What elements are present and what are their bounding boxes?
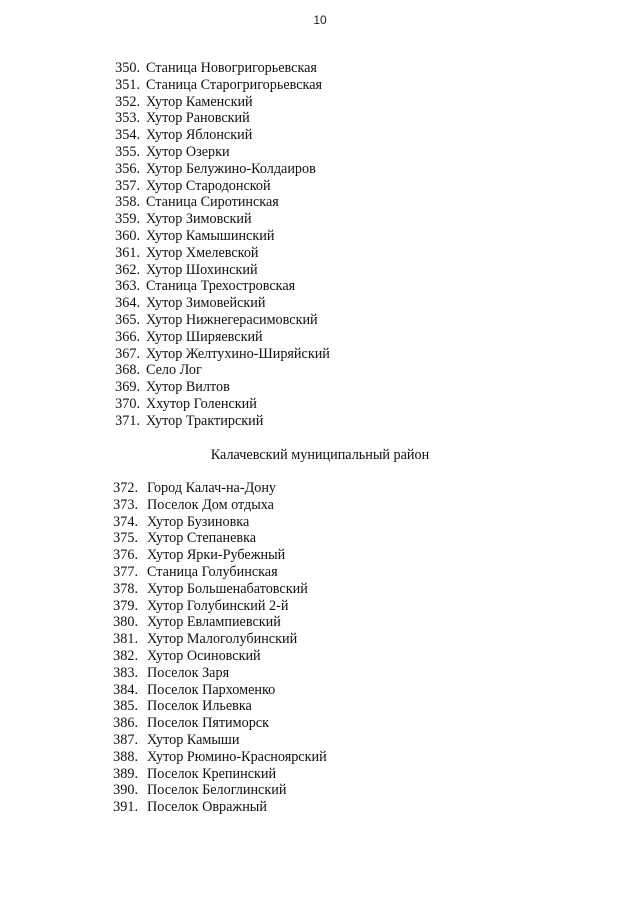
item-name: Хутор Степаневка bbox=[147, 530, 257, 547]
list-item bbox=[100, 766, 327, 783]
list-item bbox=[100, 245, 330, 262]
list-item bbox=[100, 514, 327, 531]
list-item bbox=[100, 60, 330, 77]
list-item bbox=[100, 77, 330, 94]
item-name: Хутор Шохинский bbox=[146, 261, 258, 278]
item-number: 371. bbox=[115, 412, 140, 429]
list-item bbox=[100, 94, 330, 111]
list-item bbox=[100, 715, 327, 732]
list-item bbox=[100, 262, 330, 279]
item-name: Хутор Камышинский bbox=[146, 227, 275, 244]
list-item bbox=[100, 178, 330, 195]
list-item bbox=[100, 614, 327, 631]
item-name: Хутор Озерки bbox=[146, 143, 230, 160]
list-item bbox=[100, 682, 327, 699]
list-item bbox=[100, 665, 327, 682]
item-name: Поселок Овражный bbox=[147, 799, 267, 816]
item-number: 388. bbox=[113, 748, 138, 765]
list-item bbox=[100, 329, 330, 346]
list-item bbox=[100, 631, 327, 648]
item-number: 375. bbox=[113, 530, 138, 547]
item-number: 359. bbox=[115, 211, 140, 228]
item-number: 365. bbox=[115, 311, 140, 328]
item-name: Хутор Трактирский bbox=[146, 412, 264, 429]
settlement-list-one bbox=[100, 60, 330, 430]
item-number: 370. bbox=[115, 395, 140, 412]
item-number: 390. bbox=[113, 782, 138, 799]
section-heading: Калачевский муниципальный район bbox=[210, 447, 430, 463]
item-name: Поселок Пятиморск bbox=[147, 715, 269, 732]
list-item bbox=[100, 396, 330, 413]
item-name: Хутор Бузиновка bbox=[147, 513, 250, 530]
item-number: 391. bbox=[113, 799, 138, 816]
item-name: Хутор Осиновский bbox=[147, 647, 261, 664]
item-name: Поселок Заря bbox=[147, 664, 230, 681]
settlement-list-two bbox=[100, 480, 327, 816]
item-number: 389. bbox=[113, 765, 138, 782]
item-number: 383. bbox=[113, 664, 138, 681]
list-item bbox=[100, 413, 330, 430]
item-number: 379. bbox=[113, 597, 138, 614]
item-number: 374. bbox=[113, 513, 138, 530]
list-item bbox=[100, 782, 327, 799]
item-number: 355. bbox=[115, 143, 140, 160]
item-number: 384. bbox=[113, 681, 138, 698]
list-item bbox=[100, 312, 330, 329]
item-name: Хутор Хмелевской bbox=[146, 244, 259, 261]
item-name: Хутор Нижнегерасимовский bbox=[146, 311, 318, 328]
item-number: 381. bbox=[113, 631, 138, 648]
item-number: 382. bbox=[113, 647, 138, 664]
page-number: 10 bbox=[313, 13, 327, 27]
item-number: 372. bbox=[113, 480, 138, 496]
item-name: Ххутор Голенский bbox=[146, 395, 257, 412]
item-name: Станица Новогригорьевская bbox=[146, 60, 317, 76]
item-name: Станица Сиротинская bbox=[146, 194, 279, 211]
item-number: 362. bbox=[115, 261, 140, 278]
item-number: 385. bbox=[113, 698, 138, 715]
item-name: Хутор Стародонской bbox=[146, 177, 271, 194]
list-item bbox=[100, 497, 327, 514]
list-item bbox=[100, 278, 330, 295]
item-number: 357. bbox=[115, 177, 140, 194]
list-item bbox=[100, 194, 330, 211]
item-name: Хутор Малоголубинский bbox=[147, 631, 298, 648]
item-name: Хутор Ширяевский bbox=[146, 328, 263, 345]
item-name: Хутор Евлампиевский bbox=[147, 614, 281, 631]
item-name: Село Лог bbox=[146, 362, 202, 379]
item-number: 367. bbox=[115, 345, 140, 362]
item-name: Город Калач-на-Дону bbox=[147, 480, 277, 496]
item-number: 352. bbox=[115, 93, 140, 110]
item-name: Хутор Каменский bbox=[146, 93, 253, 110]
item-name: Хутор Ярки-Рубежный bbox=[147, 547, 286, 564]
item-number: 351. bbox=[115, 76, 140, 93]
list-item bbox=[100, 211, 330, 228]
item-name: Поселок Дом отдыха bbox=[147, 496, 274, 513]
item-name: Поселок Крепинский bbox=[147, 765, 277, 782]
list-item bbox=[100, 362, 330, 379]
item-number: 386. bbox=[113, 715, 138, 732]
item-name: Поселок Пархоменко bbox=[147, 681, 276, 698]
item-number: 358. bbox=[115, 194, 140, 211]
list-item bbox=[100, 564, 327, 581]
list-item bbox=[100, 144, 330, 161]
item-number: 378. bbox=[113, 580, 138, 597]
item-name: Хутор Камыши bbox=[147, 731, 240, 748]
item-name: Поселок Белоглинский bbox=[147, 782, 287, 799]
item-name: Хутор Яблонский bbox=[146, 127, 253, 144]
item-name: Хутор Желтухино-Ширяйский bbox=[146, 345, 330, 362]
item-name: Хутор Зимовский bbox=[146, 211, 252, 228]
item-name: Хутор Зимовейский bbox=[146, 295, 266, 312]
list-item bbox=[100, 379, 330, 396]
item-number: 364. bbox=[115, 295, 140, 312]
item-number: 354. bbox=[115, 127, 140, 144]
item-name: Станица Трехостровская bbox=[146, 278, 296, 295]
item-number: 369. bbox=[115, 379, 140, 396]
item-number: 373. bbox=[113, 496, 138, 513]
list-item bbox=[100, 648, 327, 665]
list-item bbox=[100, 732, 327, 749]
list-item bbox=[100, 749, 327, 766]
list-item bbox=[100, 799, 327, 816]
list-item bbox=[100, 581, 327, 598]
item-number: 380. bbox=[113, 614, 138, 631]
item-number: 360. bbox=[115, 227, 140, 244]
item-number: 376. bbox=[113, 547, 138, 564]
item-name: Станица Голубинская bbox=[147, 563, 278, 580]
item-name: Хутор Большенабатовский bbox=[147, 580, 308, 597]
item-number: 350. bbox=[115, 60, 140, 76]
list-item bbox=[100, 110, 330, 127]
list-item bbox=[100, 480, 327, 497]
list-item bbox=[100, 295, 330, 312]
item-number: 387. bbox=[113, 731, 138, 748]
list-item bbox=[100, 547, 327, 564]
item-number: 363. bbox=[115, 278, 140, 295]
item-name: Хутор Белужино-Колдаиров bbox=[146, 160, 316, 177]
item-name: Хутор Рюмино-Красноярский bbox=[147, 748, 327, 765]
item-number: 377. bbox=[113, 563, 138, 580]
list-item bbox=[100, 161, 330, 178]
item-number: 366. bbox=[115, 328, 140, 345]
item-number: 368. bbox=[115, 362, 140, 379]
item-number: 356. bbox=[115, 160, 140, 177]
item-name: Хутор Рановский bbox=[146, 110, 250, 127]
item-name: Поселок Ильевка bbox=[147, 698, 252, 715]
list-item bbox=[100, 598, 327, 615]
list-item bbox=[100, 530, 327, 547]
item-number: 353. bbox=[115, 110, 140, 127]
list-item bbox=[100, 698, 327, 715]
item-name: Хутор Голубинский 2-й bbox=[147, 597, 289, 614]
item-name: Станица Старогригорьевская bbox=[146, 76, 323, 93]
list-item bbox=[100, 346, 330, 363]
item-number: 361. bbox=[115, 244, 140, 261]
list-item bbox=[100, 228, 330, 245]
item-name: Хутор Вилтов bbox=[146, 379, 230, 396]
list-item bbox=[100, 127, 330, 144]
